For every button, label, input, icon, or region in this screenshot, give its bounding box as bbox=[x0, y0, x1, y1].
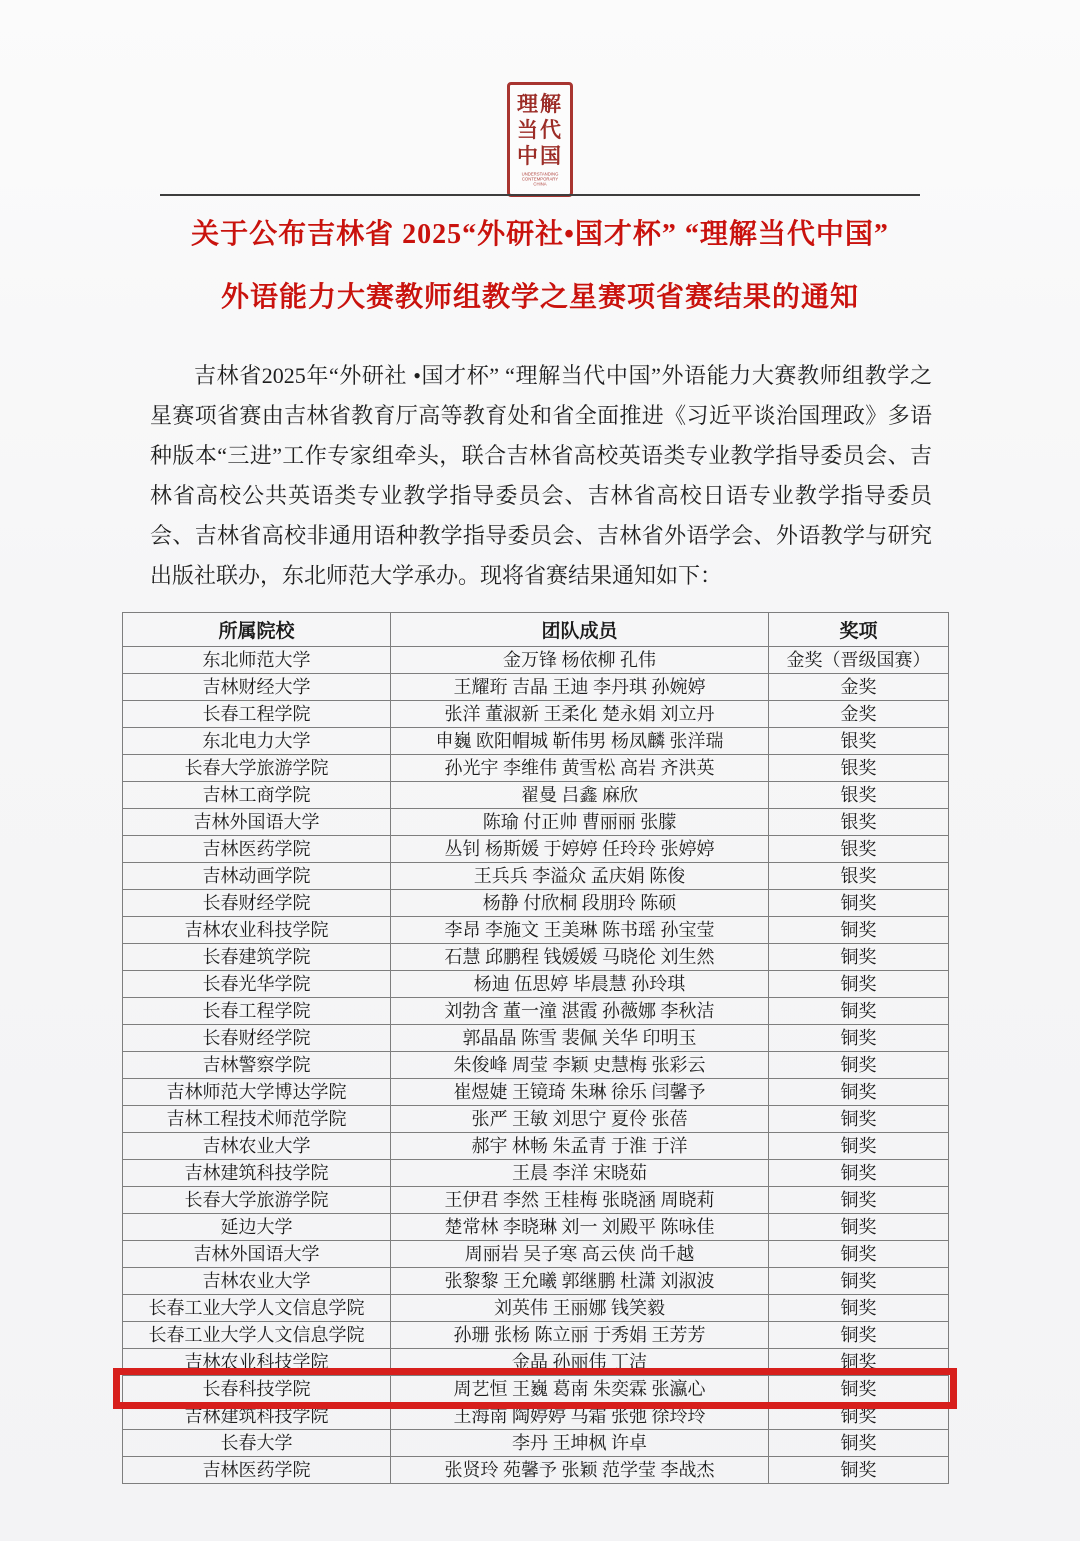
school-cell: 吉林医药学院 bbox=[123, 836, 391, 863]
members-cell: 王海南 陶婷婷 马霜 张弛 徐玲玲 bbox=[391, 1403, 769, 1430]
award-cell: 铜奖 bbox=[769, 1160, 949, 1187]
table-row bbox=[123, 1349, 949, 1376]
results-table bbox=[122, 612, 949, 1484]
table-row bbox=[123, 728, 949, 755]
award-cell: 铜奖 bbox=[769, 1403, 949, 1430]
seal-text-line3: 中国 bbox=[517, 144, 563, 168]
members-cell: 崔煜婕 王镜琦 朱琳 徐乐 闫馨予 bbox=[391, 1079, 769, 1106]
table-row bbox=[123, 809, 949, 836]
members-cell: 孙光宇 李维伟 黄雪松 高岩 齐洪英 bbox=[391, 755, 769, 782]
school-cell: 东北电力大学 bbox=[123, 728, 391, 755]
members-cell: 石慧 邱鹏程 钱媛媛 马晓伦 刘生然 bbox=[391, 944, 769, 971]
school-cell: 吉林警察学院 bbox=[123, 1052, 391, 1079]
members-cell: 张黎黎 王允曦 郭继鹏 杜潇 刘淑波 bbox=[391, 1268, 769, 1295]
table-row bbox=[123, 1079, 949, 1106]
table-row bbox=[123, 1295, 949, 1322]
members-cell: 张洋 董淑新 王柔化 楚永娟 刘立丹 bbox=[391, 701, 769, 728]
award-cell: 铜奖 bbox=[769, 1241, 949, 1268]
members-cell: 李昂 李施文 王美琳 陈书瑶 孙宝莹 bbox=[391, 917, 769, 944]
award-cell: 铜奖 bbox=[769, 1322, 949, 1349]
table-row bbox=[123, 971, 949, 998]
award-cell: 铜奖 bbox=[769, 971, 949, 998]
table-row bbox=[123, 1187, 949, 1214]
school-cell: 长春工业大学人文信息学院 bbox=[123, 1322, 391, 1349]
school-cell: 吉林工商学院 bbox=[123, 782, 391, 809]
members-cell: 朱俊峰 周莹 李颖 史慧梅 张彩云 bbox=[391, 1052, 769, 1079]
table-row bbox=[123, 1214, 949, 1241]
members-cell: 王兵兵 李溢众 孟庆娟 陈俊 bbox=[391, 863, 769, 890]
notice-title-line1: 关于公布吉林省 2025“外研社•国才杯” “理解当代中国” bbox=[191, 219, 889, 250]
award-cell: 银奖 bbox=[769, 782, 949, 809]
table-row bbox=[123, 1430, 949, 1457]
table-row bbox=[123, 647, 949, 674]
col-header-school: 所属院校 bbox=[123, 613, 391, 647]
members-cell: 杨静 付欣桐 段朋玲 陈硕 bbox=[391, 890, 769, 917]
table-row bbox=[123, 1241, 949, 1268]
table-row bbox=[123, 1322, 949, 1349]
results-table-wrap bbox=[122, 612, 948, 1484]
members-cell: 郝宇 林畅 朱孟青 于淮 于洋 bbox=[391, 1133, 769, 1160]
members-cell: 陈瑜 付正帅 曹丽丽 张朦 bbox=[391, 809, 769, 836]
school-cell: 长春工程学院 bbox=[123, 701, 391, 728]
award-cell: 金奖 bbox=[769, 674, 949, 701]
school-cell: 吉林农业科技学院 bbox=[123, 1349, 391, 1376]
award-cell: 银奖 bbox=[769, 836, 949, 863]
seal-text-line1: 理解 bbox=[517, 92, 563, 116]
table-row bbox=[123, 701, 949, 728]
table-row bbox=[123, 1133, 949, 1160]
table-row bbox=[123, 1106, 949, 1133]
award-cell: 银奖 bbox=[769, 728, 949, 755]
award-cell: 银奖 bbox=[769, 863, 949, 890]
award-cell: 铜奖 bbox=[769, 1079, 949, 1106]
members-cell: 王伊君 李然 王桂梅 张晓涵 周晓莉 bbox=[391, 1187, 769, 1214]
table-body bbox=[123, 647, 949, 1484]
members-cell: 张贤玲 苑馨予 张颖 范学莹 李战杰 bbox=[391, 1457, 769, 1484]
table-row bbox=[123, 998, 949, 1025]
school-cell: 长春科技学院 bbox=[123, 1376, 391, 1403]
award-cell: 金奖 bbox=[769, 701, 949, 728]
table-row bbox=[123, 1376, 949, 1403]
col-header-members: 团队成员 bbox=[391, 613, 769, 647]
table-row bbox=[123, 890, 949, 917]
members-cell: 刘英伟 王丽娜 钱笑毅 bbox=[391, 1295, 769, 1322]
table-row bbox=[123, 836, 949, 863]
members-cell: 申巍 欧阳帽城 靳伟男 杨凤麟 张洋瑞 bbox=[391, 728, 769, 755]
header-divider-line bbox=[160, 194, 920, 196]
school-cell: 吉林建筑科技学院 bbox=[123, 1403, 391, 1430]
members-cell: 杨迪 伍思婷 毕晨慧 孙玲琪 bbox=[391, 971, 769, 998]
members-cell: 孙珊 张杨 陈立丽 于秀娟 王芳芳 bbox=[391, 1322, 769, 1349]
award-cell: 铜奖 bbox=[769, 1052, 949, 1079]
award-cell: 铜奖 bbox=[769, 1025, 949, 1052]
members-cell: 王耀珩 吉晶 王迪 李丹琪 孙婉婷 bbox=[391, 674, 769, 701]
table-row bbox=[123, 1160, 949, 1187]
award-cell: 铜奖 bbox=[769, 998, 949, 1025]
award-cell: 铜奖 bbox=[769, 1430, 949, 1457]
school-cell: 长春工程学院 bbox=[123, 998, 391, 1025]
award-cell: 铜奖 bbox=[769, 1349, 949, 1376]
school-cell: 吉林农业大学 bbox=[123, 1268, 391, 1295]
award-cell: 铜奖 bbox=[769, 1457, 949, 1484]
award-cell: 银奖 bbox=[769, 809, 949, 836]
members-cell: 楚常林 李晓琳 刘一 刘殿平 陈咏佳 bbox=[391, 1214, 769, 1241]
school-cell: 吉林农业大学 bbox=[123, 1133, 391, 1160]
members-cell: 翟曼 吕鑫 麻欣 bbox=[391, 782, 769, 809]
school-cell: 吉林工程技术师范学院 bbox=[123, 1106, 391, 1133]
school-cell: 长春财经学院 bbox=[123, 890, 391, 917]
table-row bbox=[123, 755, 949, 782]
table-row bbox=[123, 1268, 949, 1295]
school-cell: 长春大学旅游学院 bbox=[123, 755, 391, 782]
award-cell: 铜奖 bbox=[769, 890, 949, 917]
award-cell: 铜奖 bbox=[769, 1268, 949, 1295]
award-cell: 铜奖 bbox=[769, 944, 949, 971]
award-cell: 铜奖 bbox=[769, 1376, 949, 1403]
table-row bbox=[123, 1403, 949, 1430]
members-cell: 周丽岩 吴子寒 高云侠 尚千越 bbox=[391, 1241, 769, 1268]
members-cell: 丛钊 杨斯媛 于婷婷 任玲玲 张婷婷 bbox=[391, 836, 769, 863]
members-cell: 王晨 李洋 宋晓茹 bbox=[391, 1160, 769, 1187]
seal-english-subtext: UNDERSTANDING CONTEMPORARY CHINA bbox=[521, 172, 559, 188]
school-cell: 吉林财经大学 bbox=[123, 674, 391, 701]
school-cell: 吉林建筑科技学院 bbox=[123, 1160, 391, 1187]
table-row bbox=[123, 674, 949, 701]
school-cell: 东北师范大学 bbox=[123, 647, 391, 674]
col-header-award: 奖项 bbox=[769, 613, 949, 647]
school-cell: 吉林外国语大学 bbox=[123, 1241, 391, 1268]
table-row bbox=[123, 1052, 949, 1079]
table-row bbox=[123, 863, 949, 890]
members-cell: 郭晶晶 陈雪 裴佩 关华 印明玉 bbox=[391, 1025, 769, 1052]
school-cell: 长春大学 bbox=[123, 1430, 391, 1457]
award-cell: 银奖 bbox=[769, 755, 949, 782]
members-cell: 李丹 王坤枫 许卓 bbox=[391, 1430, 769, 1457]
school-cell: 延边大学 bbox=[123, 1214, 391, 1241]
school-cell: 长春建筑学院 bbox=[123, 944, 391, 971]
award-cell: 铜奖 bbox=[769, 1214, 949, 1241]
table-row bbox=[123, 782, 949, 809]
award-cell: 铜奖 bbox=[769, 1187, 949, 1214]
school-cell: 吉林外国语大学 bbox=[123, 809, 391, 836]
award-cell: 金奖（晋级国赛） bbox=[769, 647, 949, 674]
school-cell: 长春财经学院 bbox=[123, 1025, 391, 1052]
members-cell: 金万锋 杨依柳 孔伟 bbox=[391, 647, 769, 674]
table-row bbox=[123, 1025, 949, 1052]
table-row bbox=[123, 944, 949, 971]
table-row bbox=[123, 917, 949, 944]
table-header-row bbox=[123, 613, 949, 647]
school-cell: 吉林动画学院 bbox=[123, 863, 391, 890]
school-cell: 长春光华学院 bbox=[123, 971, 391, 998]
school-cell: 长春大学旅游学院 bbox=[123, 1187, 391, 1214]
notice-title bbox=[0, 203, 1080, 329]
school-cell: 吉林医药学院 bbox=[123, 1457, 391, 1484]
seal-text-line2: 当代 bbox=[517, 118, 563, 142]
school-cell: 长春工业大学人文信息学院 bbox=[123, 1295, 391, 1322]
notice-body-paragraph: 吉林省2025年“外研社 •国才杯” “理解当代中国”外语能力大赛教师组教学之星赛项省赛由吉林省教育厅高等教育处和省全面推进《习近平谈治国理政》多语种版本“三进”工作专家组牵头，联合吉林省高校英语类专业教学指导委员会、吉林省高校公共英语类专业教学指导委员会、吉林省高校日语专业教学指导委员会、吉林省高校非通用语种教学指导委员会、吉林省外语学会、外语教学与研究出版社联办，东北师范大学承办。现将省赛结果通知如下： bbox=[150, 363, 932, 588]
table-row bbox=[123, 1457, 949, 1484]
award-cell: 铜奖 bbox=[769, 1295, 949, 1322]
members-cell: 张严 王敏 刘思宁 夏伶 张蓓 bbox=[391, 1106, 769, 1133]
school-cell: 吉林农业科技学院 bbox=[123, 917, 391, 944]
seal-characters bbox=[512, 91, 568, 169]
award-cell: 铜奖 bbox=[769, 1133, 949, 1160]
members-cell: 刘勃含 董一潼 湛霞 孙薇娜 李秋洁 bbox=[391, 998, 769, 1025]
members-cell: 周艺恒 王巍 葛南 朱奕霖 张瀛心 bbox=[391, 1376, 769, 1403]
award-cell: 铜奖 bbox=[769, 1106, 949, 1133]
understanding-china-seal bbox=[507, 82, 573, 197]
members-cell: 金晶 孙丽伟 丁洁 bbox=[391, 1349, 769, 1376]
award-cell: 铜奖 bbox=[769, 917, 949, 944]
notice-title-line2: 外语能力大赛教师组教学之星赛项省赛结果的通知 bbox=[220, 282, 859, 313]
school-cell: 吉林师范大学博达学院 bbox=[123, 1079, 391, 1106]
